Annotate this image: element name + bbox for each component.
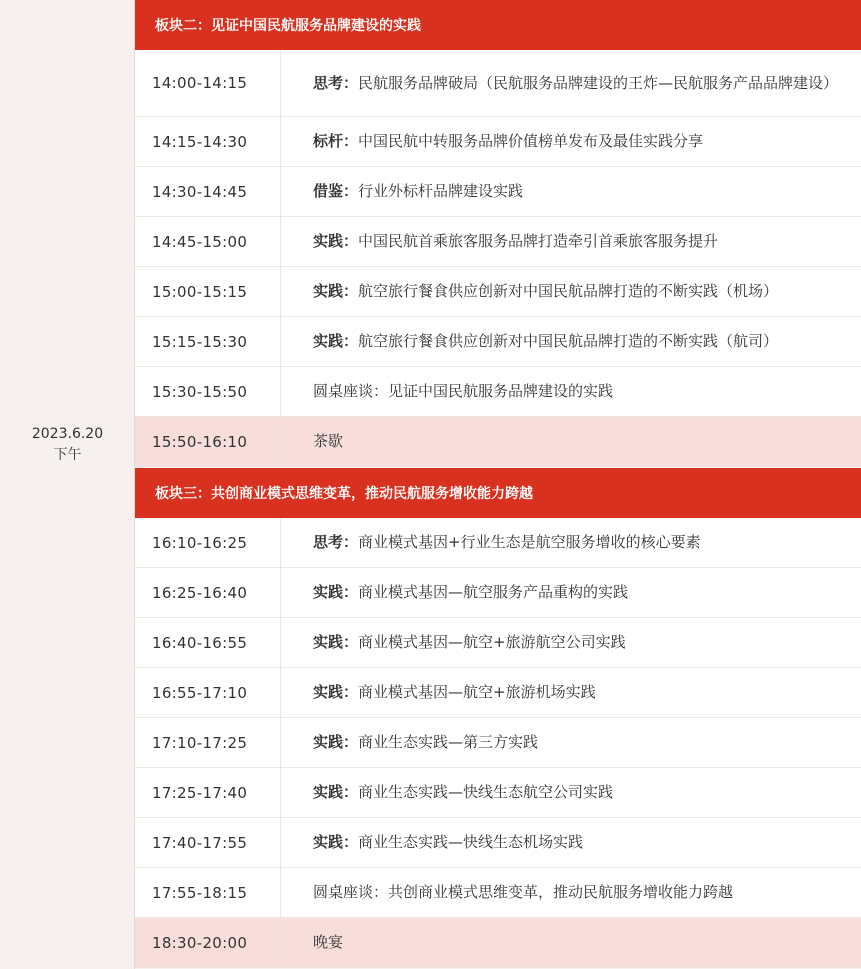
schedule-table <box>135 0 861 969</box>
schedule-row <box>135 167 861 217</box>
time-slot: 14:00-14:15 <box>135 50 281 116</box>
topic-cell <box>281 381 861 402</box>
schedule-row <box>135 217 861 267</box>
topic-tag: 实践： <box>313 683 359 701</box>
topic-text: 圆桌座谈：共创商业模式思维变革，推动民航服务增收能力跨越 <box>313 883 734 901</box>
topic-text: 航空旅行餐食供应创新对中国民航品牌打造的不断实践（航司） <box>358 332 779 350</box>
topic-tag: 思考： <box>313 73 359 92</box>
topic-cell <box>281 732 861 753</box>
schedule-row <box>135 417 861 467</box>
period-text: 下午 <box>53 447 82 463</box>
section-header: 板块三：共创商业模式思维变革，推动民航服务增收能力跨越 <box>135 468 861 518</box>
schedule-row <box>135 868 861 918</box>
topic-cell <box>281 131 861 152</box>
topic-text: 商业模式基因—航空服务产品重构的实践 <box>358 583 629 601</box>
schedule-row <box>135 568 861 618</box>
time-slot: 14:30-14:45 <box>135 167 281 216</box>
schedule-row <box>135 918 861 968</box>
topic-cell <box>281 331 861 352</box>
topic-text: 晚宴 <box>313 933 344 951</box>
topic-tag: 实践： <box>313 232 359 250</box>
topic-cell <box>281 582 861 603</box>
schedule-row <box>135 768 861 818</box>
time-slot: 15:50-16:10 <box>135 417 281 466</box>
topic-text: 商业生态实践—第三方实践 <box>358 733 539 751</box>
topic-cell <box>281 532 861 553</box>
topic-text: 民航服务品牌破局（民航服务品牌建设的王炸—民航服务产品品牌建设） <box>358 73 839 92</box>
session-date <box>0 424 135 466</box>
date-column <box>0 0 135 969</box>
topic-cell <box>281 682 861 703</box>
time-slot: 16:10-16:25 <box>135 518 281 567</box>
schedule-row <box>135 50 861 117</box>
topic-text: 航空旅行餐食供应创新对中国民航品牌打造的不断实践（机场） <box>358 282 779 300</box>
schedule-row <box>135 117 861 167</box>
schedule-row <box>135 668 861 718</box>
topic-cell <box>281 431 861 452</box>
time-slot: 14:15-14:30 <box>135 117 281 166</box>
topic-cell <box>281 782 861 803</box>
time-slot: 14:45-15:00 <box>135 217 281 266</box>
schedule-row <box>135 317 861 367</box>
topic-cell <box>281 231 861 252</box>
topic-tag: 借鉴： <box>313 182 359 200</box>
time-slot: 17:40-17:55 <box>135 818 281 867</box>
topic-text: 商业生态实践—快线生态航空公司实践 <box>358 783 614 801</box>
topic-cell <box>281 281 861 302</box>
time-slot: 17:25-17:40 <box>135 768 281 817</box>
topic-tag: 实践： <box>313 783 359 801</box>
topic-text: 行业外标杆品牌建设实践 <box>358 182 524 200</box>
topic-tag: 实践： <box>313 583 359 601</box>
topic-tag: 实践： <box>313 833 359 851</box>
topic-text: 商业模式基因—航空+旅游机场实践 <box>358 683 596 701</box>
topic-tag: 实践： <box>313 332 359 350</box>
date-text: 2023.6.20 <box>31 426 104 442</box>
topic-text: 茶歇 <box>313 432 344 450</box>
topic-tag: 实践： <box>313 633 359 651</box>
topic-text: 商业模式基因—航空+旅游航空公司实践 <box>358 633 626 651</box>
time-slot: 17:55-18:15 <box>135 868 281 917</box>
topic-cell <box>281 832 861 853</box>
section-header: 板块二：见证中国民航服务品牌建设的实践 <box>135 0 861 50</box>
time-slot: 16:55-17:10 <box>135 668 281 717</box>
time-slot: 16:40-16:55 <box>135 618 281 667</box>
topic-text: 中国民航中转服务品牌价值榜单发布及最佳实践分享 <box>358 132 704 150</box>
schedule-row <box>135 367 861 417</box>
topic-cell <box>281 181 861 202</box>
time-slot: 17:10-17:25 <box>135 718 281 767</box>
schedule-row <box>135 267 861 317</box>
topic-text: 商业模式基因+行业生态是航空服务增收的核心要素 <box>358 533 701 551</box>
topic-text: 中国民航首乘旅客服务品牌打造牵引首乘旅客服务提升 <box>358 232 719 250</box>
time-slot: 16:25-16:40 <box>135 568 281 617</box>
topic-tag: 实践： <box>313 282 359 300</box>
topic-tag: 标杆： <box>313 132 359 150</box>
time-slot: 15:30-15:50 <box>135 367 281 416</box>
topic-cell <box>281 73 861 94</box>
time-slot: 18:30-20:00 <box>135 918 281 967</box>
topic-tag: 实践： <box>313 733 359 751</box>
time-slot: 15:15-15:30 <box>135 317 281 366</box>
topic-cell <box>281 932 861 953</box>
schedule-row <box>135 518 861 568</box>
schedule-row <box>135 818 861 868</box>
topic-text: 商业生态实践—快线生态机场实践 <box>358 833 584 851</box>
topic-tag: 思考： <box>313 533 359 551</box>
topic-text: 圆桌座谈：见证中国民航服务品牌建设的实践 <box>313 382 614 400</box>
schedule-row <box>135 718 861 768</box>
topic-cell <box>281 632 861 653</box>
topic-cell <box>281 882 861 903</box>
schedule-row <box>135 618 861 668</box>
time-slot: 15:00-15:15 <box>135 267 281 316</box>
